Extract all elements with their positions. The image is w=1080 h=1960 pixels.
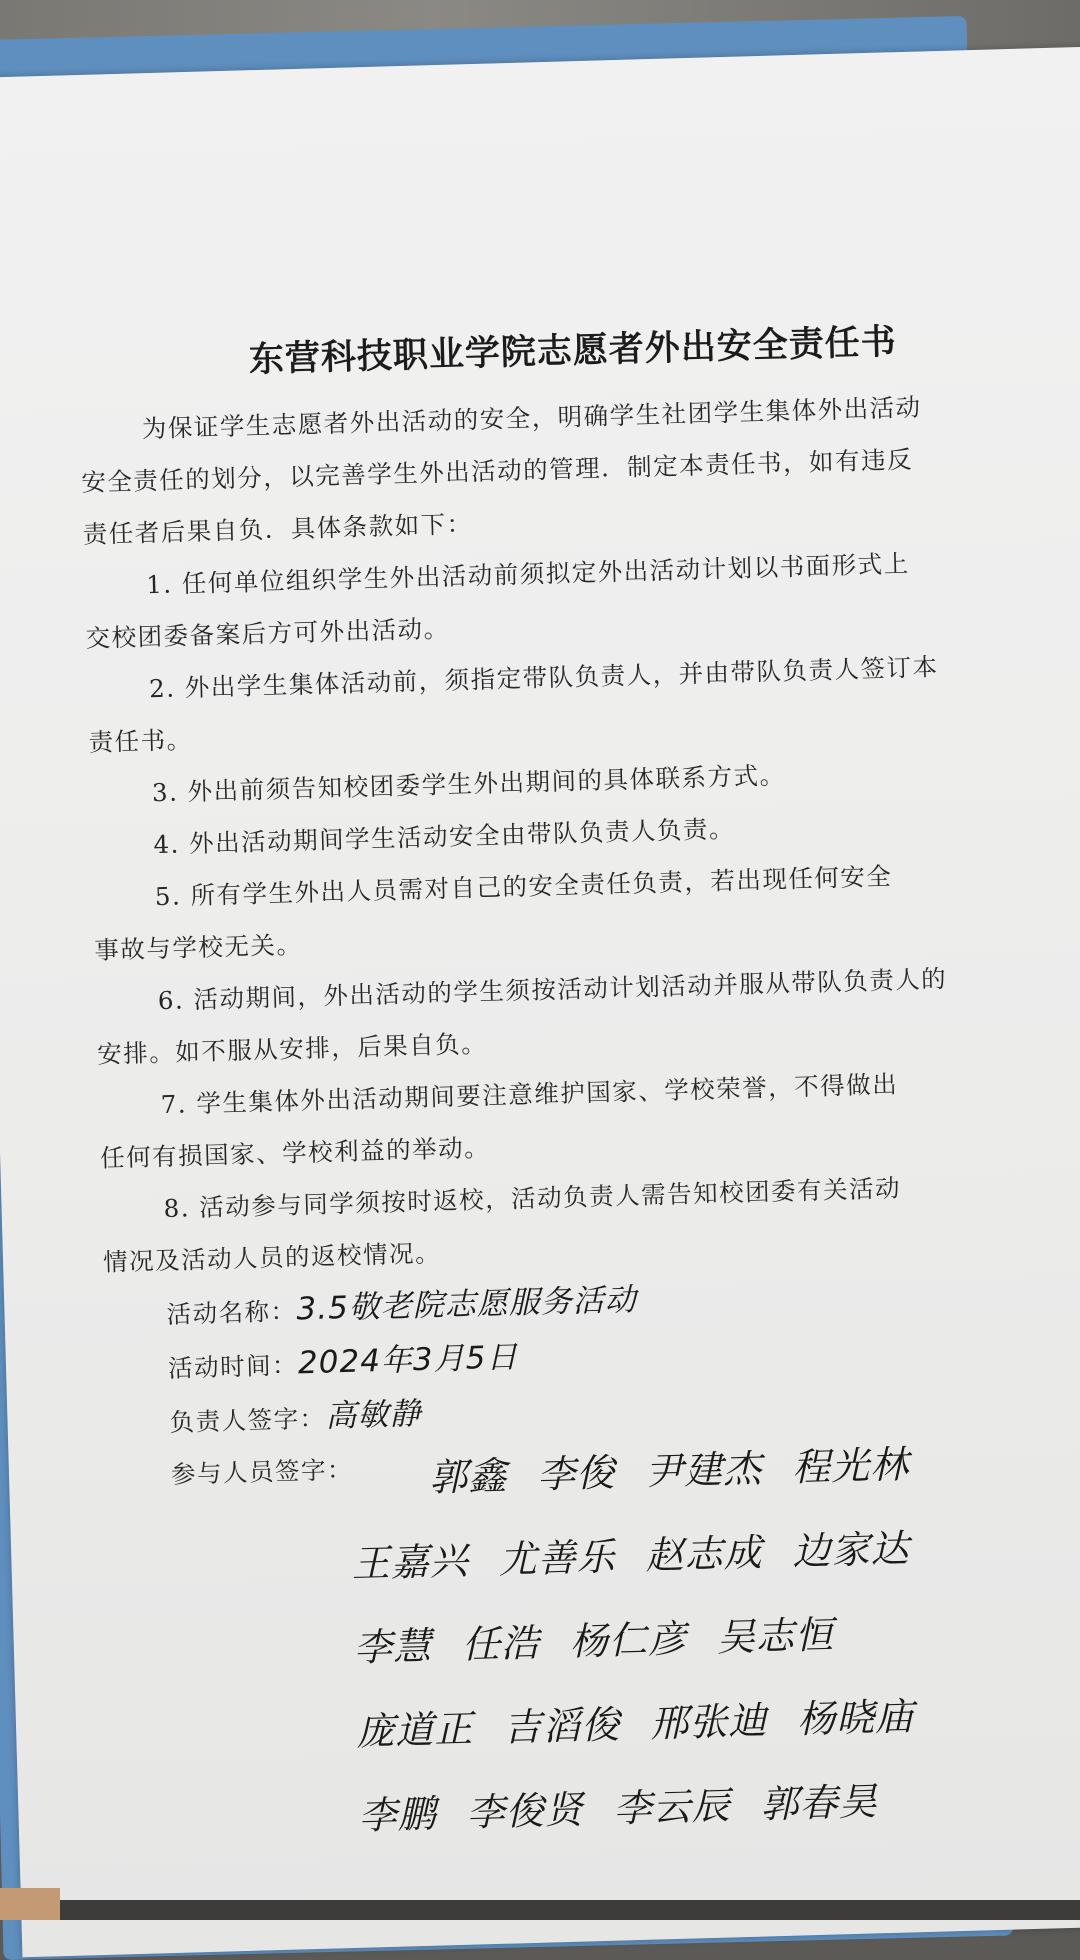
- participant-signature: 吴志恒: [716, 1612, 835, 1660]
- paper-sheet: [0, 46, 1080, 1958]
- bottom-tab: [0, 1888, 60, 1920]
- leader-signature-handwriting: 高敏静: [325, 1395, 422, 1435]
- intro-line: 责任者后果自负．具体条款如下：: [82, 509, 474, 550]
- participant-signature: 杨晓庙: [796, 1694, 915, 1742]
- document-body: [77, 311, 1049, 1864]
- participant-signature: 赵志成: [644, 1530, 764, 1578]
- participant-signature: 吉滔俊: [502, 1702, 621, 1750]
- clause-8-line: 8. 活动参与同学须按时返校，活动负责人需告知校团委有关活动: [163, 1173, 902, 1224]
- leader-signature-label: 负责人签字：: [169, 1403, 326, 1437]
- participant-signature: 庞道正: [355, 1706, 474, 1754]
- document-title: 东营科技职业学院志愿者外出安全责任书: [248, 321, 898, 381]
- participant-signature: 李鹏: [358, 1791, 438, 1838]
- participant-signature: 郭春昊: [759, 1779, 879, 1827]
- participant-signature: 尹建杰: [644, 1446, 763, 1494]
- participant-signatures: [348, 1419, 1049, 1858]
- activity-time-handwriting: 2024年3月5日: [297, 1339, 519, 1382]
- intro-line: 安全责任的划分，以完善学生外出活动的管理．制定本责任书，如有违反: [80, 444, 914, 498]
- participants-label: 参与人员签字：: [170, 1454, 354, 1489]
- clause-6-line: 6. 活动期间，外出活动的学生须按活动计划活动并服从带队负责人的: [157, 964, 948, 1016]
- participant-signature: 李俊: [536, 1450, 616, 1497]
- activity-time-label: 活动时间：: [167, 1350, 299, 1383]
- participant-signature: 杨仁彦: [569, 1616, 688, 1664]
- participant-signature: 李慧: [353, 1623, 433, 1670]
- clause-2-line: 责任书。: [88, 725, 193, 757]
- participant-signature: 尤善乐: [497, 1534, 617, 1582]
- participant-signature: 王嘉兴: [351, 1538, 470, 1586]
- clause-7-line: 任何有损国家、学校利益的举动。: [99, 1132, 491, 1173]
- participant-signature: 邢张迪: [649, 1698, 768, 1746]
- bottom-edge: [0, 1900, 1080, 1920]
- participant-signature: 边家达: [791, 1526, 911, 1574]
- participant-signature: 李俊贤: [466, 1787, 585, 1835]
- clause-1-line: 交校团委备案后方可外出活动。: [85, 613, 450, 653]
- clause-8-line: 情况及活动人员的返校情况。: [102, 1238, 442, 1277]
- participant-signature: 程光林: [791, 1442, 910, 1490]
- intro-line: 为保证学生志愿者外出活动的安全，明确学生社团学生集体外出活动: [141, 392, 922, 444]
- activity-name-label: 活动名称：: [166, 1296, 297, 1329]
- clause-5-line: 5. 所有学生外出人员需对自己的安全责任负责，若出现任何安全: [154, 861, 893, 912]
- clause-1-line: 1. 任何单位组织学生外出活动前须拟定外出活动计划以书面形式上: [145, 548, 910, 600]
- clause-5-line: 事故与学校无关。: [94, 930, 303, 965]
- activity-name-handwriting: 3.5敬老院志愿服务活动: [296, 1281, 638, 1328]
- clause-7-line: 7. 学生集体外出活动期间要注意维护国家、学校荣誉，不得做出: [160, 1069, 899, 1120]
- clause-3-line: 3. 外出前须告知校团委学生外出期间的具体联系方式。: [151, 760, 786, 808]
- participant-signature: 郭鑫: [428, 1453, 508, 1500]
- clause-6-line: 安排。如不服从安排，后果自负。: [96, 1028, 488, 1069]
- participant-signature: 任浩: [461, 1620, 541, 1667]
- clause-4-line: 4. 外出活动期间学生活动安全由带队负责人负责。: [153, 813, 736, 860]
- clause-2-line: 2. 外出学生集体活动前，须指定带队负责人，并由带队负责人签订本: [148, 652, 939, 704]
- participant-signature: 李云辰: [612, 1783, 732, 1831]
